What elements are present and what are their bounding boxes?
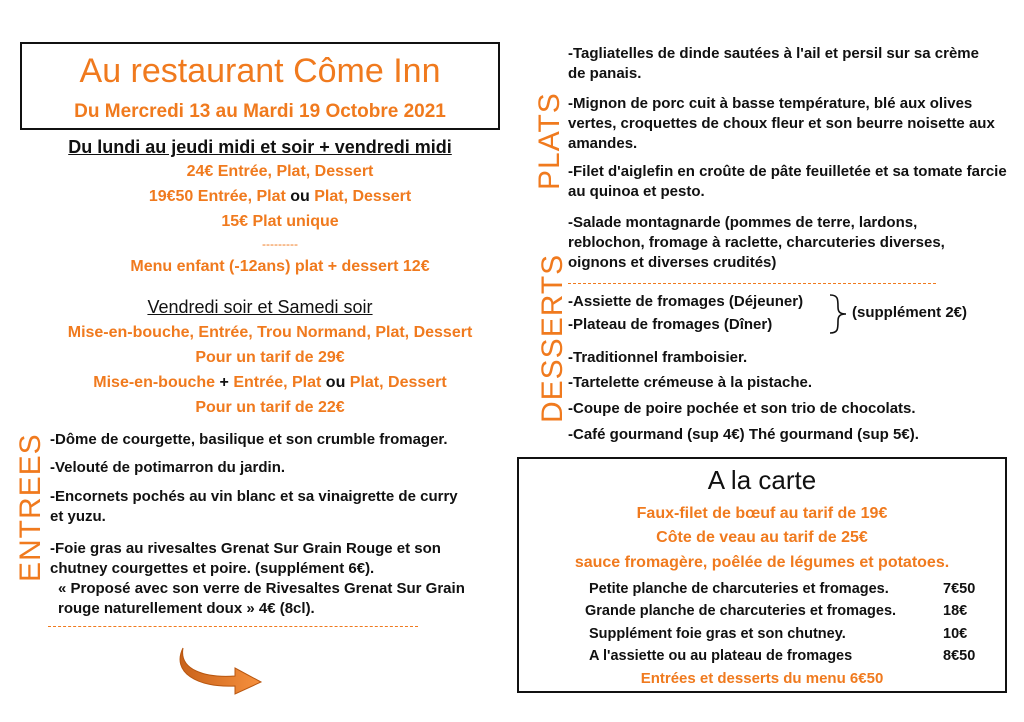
brace-icon: [828, 293, 850, 335]
weekday-line2-b: Plat, Dessert: [314, 188, 412, 205]
plats-label: PLATS: [533, 92, 566, 190]
carte-box: [517, 457, 1007, 693]
entree-item: -Velouté de potimarron du jardin.: [50, 459, 286, 476]
weekday-line2-a: 19€50 Entrée, Plat: [148, 188, 286, 205]
weekday-line2-ou: ou: [285, 188, 315, 205]
cheese-supplement: (supplément 2€): [852, 304, 968, 321]
weekend-line3-b: Entrée, Plat: [233, 374, 322, 391]
carte-row-price: 8€50: [943, 648, 976, 664]
carte-row-price: 10€: [943, 626, 968, 642]
entree-item: -Dôme de courgette, basilique et son crumble fromager.: [50, 431, 448, 448]
plat-item: -Mignon de porc cuit à basse température, blé aux olives vertes, croquettes de choux fleur et son beurre noisette aux amandes.: [568, 95, 995, 152]
weekend-line3-plus: +: [215, 374, 234, 391]
child-menu: Menu enfant (-12ans) plat + dessert 12€: [130, 258, 430, 275]
weekend-heading: Vendredi soir et Samedi soir: [147, 297, 373, 317]
cheese-assiette: -Assiette de fromages (Déjeuner): [568, 293, 804, 310]
plat-item: -Filet d'aiglefin en croûte de pâte feuilletée et sa tomate farcie au quinoa et pesto.: [568, 163, 1007, 200]
plat-item: -Salade montagnarde (pommes de terre, lardons, reblochon, fromage à raclette, charcuteries diverses, oignons et diverses crudités): [568, 214, 945, 271]
date-range: Du Mercredi 13 au Mardi 19 Octobre 2021: [74, 101, 446, 122]
weekend-line3-c: Plat, Dessert: [349, 374, 447, 391]
weekend-line3-a: Mise-en-bouche: [93, 374, 216, 391]
page-title: Au restaurant Côme Inn: [79, 52, 441, 90]
weekend-line4: Pour un tarif de 22€: [195, 399, 345, 416]
dessert-item: -Coupe de poire pochée et son trio de chocolats.: [568, 400, 916, 417]
dessert-item: -Café gourmand (sup 4€) Thé gourmand (sup 5€).: [568, 426, 919, 443]
weekday-line1: 24€ Entrée, Plat, Dessert: [186, 163, 374, 180]
carte-line1: Faux-filet de bœuf au tarif de 19€: [636, 505, 888, 522]
dessert-item: -Traditionnel framboisier.: [568, 349, 748, 366]
curved-arrow-icon: [175, 640, 265, 695]
entrees-divider: [48, 626, 418, 627]
weekday-line3: 15€ Plat unique: [221, 213, 339, 230]
entree-item: -Encornets pochés au vin blanc et sa vinaigrette de curry et yuzu.: [50, 488, 458, 525]
weekday-line2: [20, 188, 540, 206]
desserts-label: DESSERTS: [536, 253, 569, 423]
weekend-line3: [0, 374, 540, 392]
carte-title: A la carte: [707, 465, 817, 495]
dessert-item: -Tartelette crémeuse à la pistache.: [568, 374, 812, 391]
weekend-line1: Mise-en-bouche, Entrée, Trou Normand, Plat, Dessert: [67, 324, 473, 341]
carte-row-price: 7€50: [943, 581, 976, 597]
cheese-plateau: -Plateau de fromages (Dîner): [568, 316, 773, 333]
weekend-line3-ou: ou: [321, 374, 350, 391]
carte-row-label: Petite planche de charcuteries et fromages.: [589, 581, 889, 597]
entree-item: -Foie gras au rivesaltes Grenat Sur Grain Rouge et son chutney courgettes et poire. (supplément 6€).: [50, 540, 441, 577]
carte-row-price: 18€: [943, 603, 968, 619]
carte-line2: Côte de veau au tarif de 25€: [656, 529, 868, 546]
weekend-line2: Pour un tarif de 29€: [195, 349, 345, 366]
weekday-separator: ---------: [262, 237, 298, 251]
entree-item: « Proposé avec son verre de Rivesaltes Grenat Sur Grain rouge naturellement doux » 4€ (8cl).: [58, 580, 465, 617]
carte-line3: sauce fromagère, poêlée de légumes et potatoes.: [574, 554, 950, 571]
weekday-heading: Du lundi au jeudi midi et soir + vendredi midi: [68, 137, 452, 157]
entrees-label: ENTREES: [14, 433, 47, 582]
carte-row-label: Grande planche de charcuteries et fromages.: [585, 603, 897, 619]
title-box: [20, 42, 500, 130]
plats-divider: [568, 283, 936, 284]
carte-footer: Entrées et desserts du menu 6€50: [640, 670, 884, 687]
carte-row-label: Supplément foie gras et son chutney.: [589, 626, 846, 642]
plat-item: -Tagliatelles de dinde sautées à l'ail et persil sur sa crème de panais.: [568, 45, 979, 82]
carte-row-label: A l'assiette ou au plateau de fromages: [589, 648, 853, 664]
